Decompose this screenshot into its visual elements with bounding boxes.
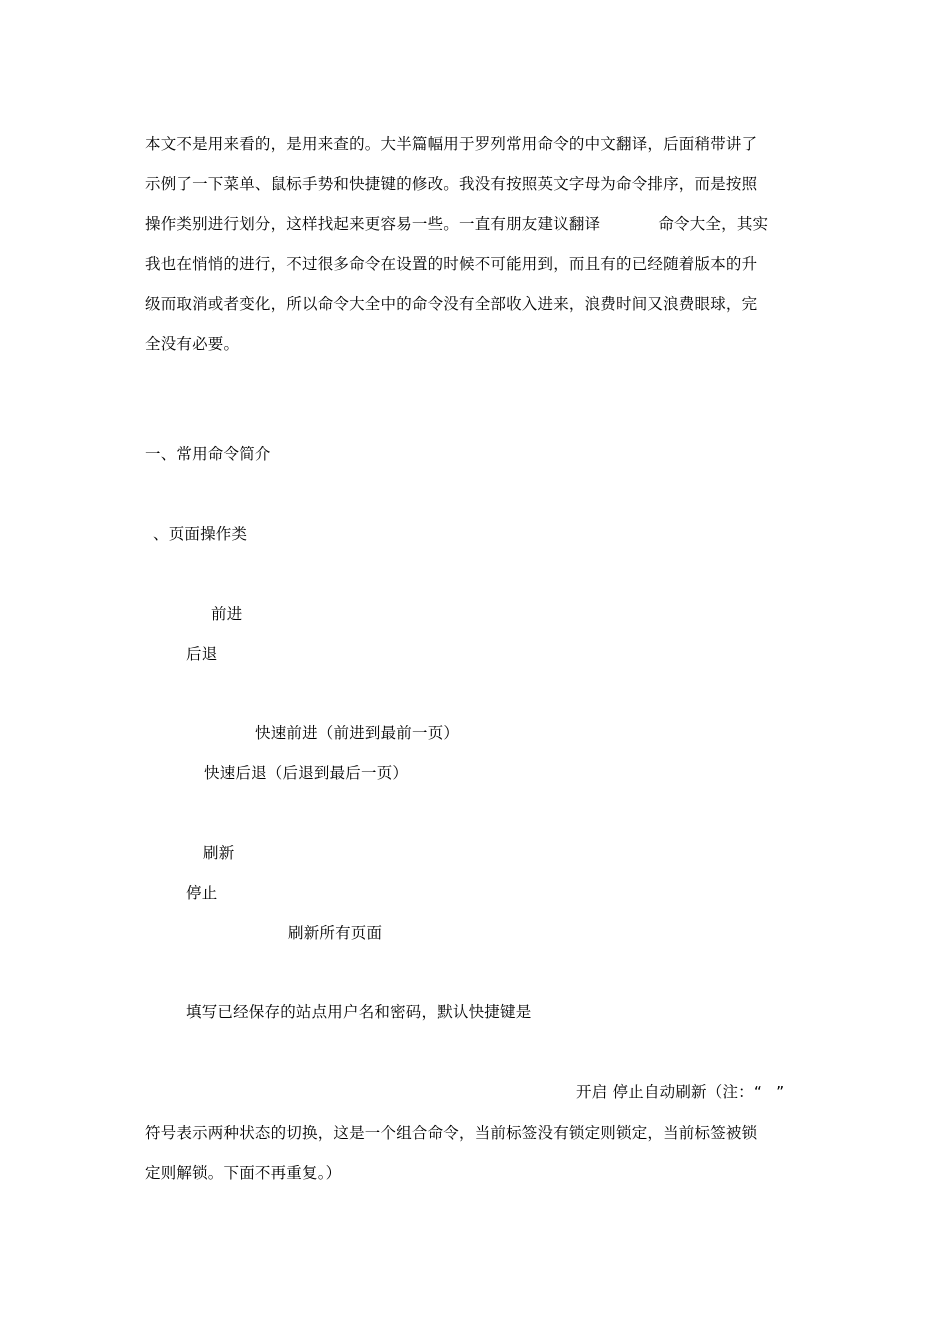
auto-reload-stop: 停止自动刷新（注：“	[612, 1083, 763, 1101]
command-auto-reload	[576, 1082, 784, 1102]
command-fast-forward: 快速前进（前进到最前一页）	[255, 724, 460, 742]
intro-line-3	[145, 204, 805, 244]
command-reload: 刷新	[203, 844, 235, 862]
auto-reload-start: 开启	[576, 1083, 608, 1101]
command-forward: 前进	[211, 605, 243, 623]
auto-reload-note-line-2: 定则解锁。下面不再重复。）	[145, 1164, 342, 1182]
command-reload-all: 刷新所有页面	[288, 924, 383, 942]
command-wand: 填写已经保存的站点用户名和密码，默认快捷键是	[186, 1003, 532, 1021]
subsection-heading: 、页面操作类	[153, 525, 248, 543]
intro-line-3-part-a: 操作类别进行划分，这样找起来更容易一些。一直有朋友建议翻译	[145, 215, 601, 233]
auto-reload-note-line-1: 符号表示两种状态的切换，这是一个组合命令，当前标签没有锁定则锁定，当前标签被锁	[145, 1124, 758, 1142]
intro-line-1: 本文不是用来看的，是用来查的。大半篇幅用于罗列常用命令的中文翻译，后面稍带讲了	[145, 135, 758, 153]
auto-reload-note	[145, 1113, 805, 1193]
intro-paragraph	[145, 124, 805, 364]
intro-line-4: 我也在悄悄的进行，不过很多命令在设置的时候不可能用到，而且有的已经随着版本的升	[145, 255, 758, 273]
intro-line-5: 级而取消或者变化，所以命令大全中的命令没有全部收入进来，浪费时间又浪费眼球，完	[145, 295, 758, 313]
section-heading: 一、常用命令简介	[145, 445, 271, 463]
command-stop: 停止	[186, 884, 218, 902]
command-rewind: 快速后退（后退到最后一页）	[204, 764, 409, 782]
intro-line-6: 全没有必要。	[145, 335, 240, 353]
intro-line-2: 示例了一下菜单、鼠标手势和快捷键的修改。我没有按照英文字母为命令排序，而是按照	[145, 175, 758, 193]
auto-reload-quote-end: ”	[776, 1083, 785, 1101]
intro-line-3-part-b: 命令大全，其实	[658, 215, 769, 233]
command-back: 后退	[186, 645, 218, 663]
